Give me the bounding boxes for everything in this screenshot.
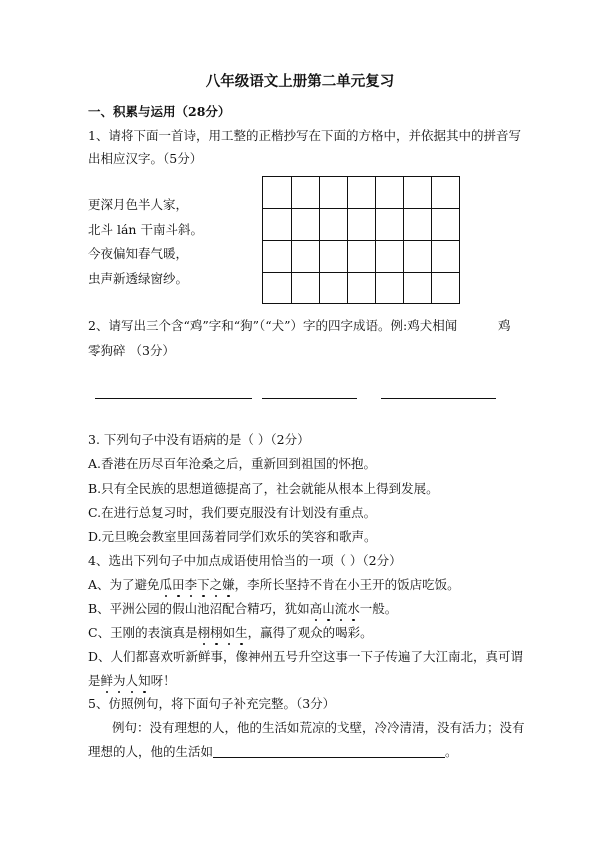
dotted-idiom: 鲜为人知: [100, 673, 151, 688]
option-b: B.只有全民族的思想道德提高了，社会就能从根本上得到发展。: [88, 481, 439, 496]
option-b: B、平洲公园的假山池沼配合精巧，犹如高山流水一般。: [88, 601, 398, 616]
option-c: C、王刚的表演真是栩栩如生，赢得了观众的喝彩。: [88, 625, 373, 640]
option-c: C.在进行总复习时，我们要克服没有计划没有重点。: [88, 505, 377, 520]
question-2-line-1: 2、请写出三个含“鸡”字和“狗”（“犬”）字的四字成语。例:鸡犬相闻: [88, 318, 458, 333]
option-d-line-2: 是鲜为人知呀！: [88, 673, 176, 688]
option-d: D.元旦晚会教室里回荡着同学们欢乐的笑容和歌声。: [88, 529, 377, 544]
question-3-stem: 3. 下列句子中没有语病的是（ ）（2分）: [88, 432, 310, 447]
example-line-2: 理想的人，他的生活如 。: [88, 744, 458, 759]
poem-line: 北斗 lán 干南斗斜。: [88, 222, 203, 237]
option-d-line-1: D、人们都喜欢听新鲜事，像神州五号升空这事一下子传遍了大江南北，真可谓: [88, 649, 524, 664]
writing-grid[interactable]: [262, 176, 460, 304]
option-a: A.香港在历尽百年沧桑之后，重新回到祖国的怀抱。: [88, 456, 377, 471]
question-1-line-2: 出相应汉字。（5分）: [88, 151, 203, 166]
dotted-idiom: 高山流水: [309, 601, 360, 616]
section-heading: 一、积累与运用（28分）: [88, 104, 231, 119]
poem-line: 今夜偏知春气暖，: [88, 246, 189, 261]
question-1-line-1: 1、请将下面一首诗，用工整的正楷抄写在下面的方格中，并依据其中的拼音写: [88, 128, 521, 143]
question-2-line-1-tail: 鸡: [498, 318, 511, 333]
example-line-1: 例句：没有理想的人，他的生活如荒凉的戈壁，冷冷清清，没有活力；没有: [112, 720, 525, 735]
question-5-stem: 5、仿照例句，将下面句子补充完整。（3分）: [88, 696, 336, 711]
poem-line: 虫声新透绿窗纱。: [88, 271, 189, 286]
option-a: A、为了避免瓜田李下之嫌，李所长坚持不肯在小王开的饭店吃饭。: [88, 577, 460, 592]
fill-in-blank[interactable]: [213, 744, 445, 758]
page-title: 八年级语文上册第二单元复习: [205, 73, 395, 90]
question-4-stem: 4、选出下列句子中加点成语使用恰当的一项（ ）（2分）: [88, 553, 402, 568]
dotted-idiom: 栩栩如生: [197, 625, 248, 640]
answer-line-2[interactable]: [262, 398, 357, 399]
poem-line: 更深月色半人家，: [88, 197, 189, 212]
dotted-idiom: 瓜田李下之嫌: [159, 577, 235, 592]
answer-line-3[interactable]: [381, 398, 496, 399]
answer-line-1[interactable]: [95, 398, 252, 399]
question-2-line-2: 零狗碎 （3分）: [88, 343, 175, 358]
